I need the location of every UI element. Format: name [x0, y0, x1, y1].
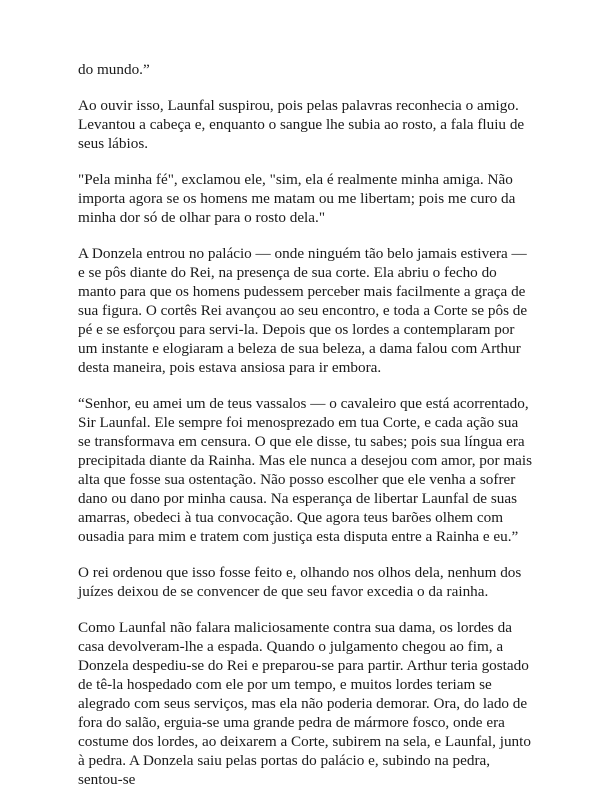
paragraph-sword-returned: Como Launfal não falara maliciosamente contra sua dama, os lordes da casa devolveram-lhe a espada. Quando o julgamento chegou ao fim, a Donzela despediu-se do Rei e preparou-se para partir. Arthur teria gostado de tê-la hospedado com ele por um tempo, e muitos lordes teriam se alegrado com seus serviços, mas ela não poderia demorar. Ora, do lado de fora do salão, erguia-se uma grande pedra de mármore fosco, onde era costume dos lordes, ao deixarem a Corte, subirem na sela, e Launfal, junto à pedra. A Donzela saiu pelas portas do palácio e, subindo na pedra, sentou-se — [78, 619, 531, 788]
paragraph-launfal-exclaims: "Pela minha fé", exclamou ele, "sim, ela é realmente minha amiga. Não importa agora se os homens me matam ou me libertam; pois me curo da minha dor só de olhar para o rosto dela." — [78, 171, 516, 226]
paragraph-king-orders: O rei ordenou que isso fosse feito e, olhando nos olhos dela, nenhum dos juízes deixou de se convencer de que seu favor excedia o da rainha. — [78, 564, 522, 600]
paragraph-launfal-sighed: Ao ouvir isso, Launfal suspirou, pois pelas palavras reconhecia o amigo. Levantou a cabeça e, enquanto o sangue lhe subia ao rosto, a fala fluiu de seus lábios. — [78, 97, 525, 152]
paragraph-maiden-speech: “Senhor, eu amei um de teus vassalos — o cavaleiro que está acorrentado, Sir Launfal. Ele sempre foi menosprezado em tua Corte, e cada ação sua se transformava em censura. O que ele disse, tu sabes; pois sua língua era precipitada diante da Rainha. Mas ele nunca a desejou com amor, por mais alta que fosse sua ostentação. Não posso escolher que ele venha a sofrer dano ou dano por minha causa. Na esperança de libertar Launfal de suas amarras, obedeci à tua convocação. Que agora teus barões olhem com ousadia para mim e tratem com justiça esta disputa entre a Rainha e eu.” — [78, 395, 533, 545]
paragraph-maiden-enters: A Donzela entrou no palácio — onde ninguém tão belo jamais estivera — e se pôs diante do Rei, na presença de sua corte. Ela abriu o fecho do manto para que os homens pudessem perceber mais facilmente a graça de sua figura. O cortês Rei avançou ao seu encontro, e toda a Corte se pôs de pé e se esforçou para servi-la. Depois que os lordes a contemplaram por um instante e elogiaram a beleza de sua beleza, a dama falou com Arthur desta maneira, pois estava ansiosa para ir embora. — [78, 245, 528, 376]
paragraph-continuation: do mundo.” — [78, 61, 150, 78]
document-page — [78, 60, 534, 806]
